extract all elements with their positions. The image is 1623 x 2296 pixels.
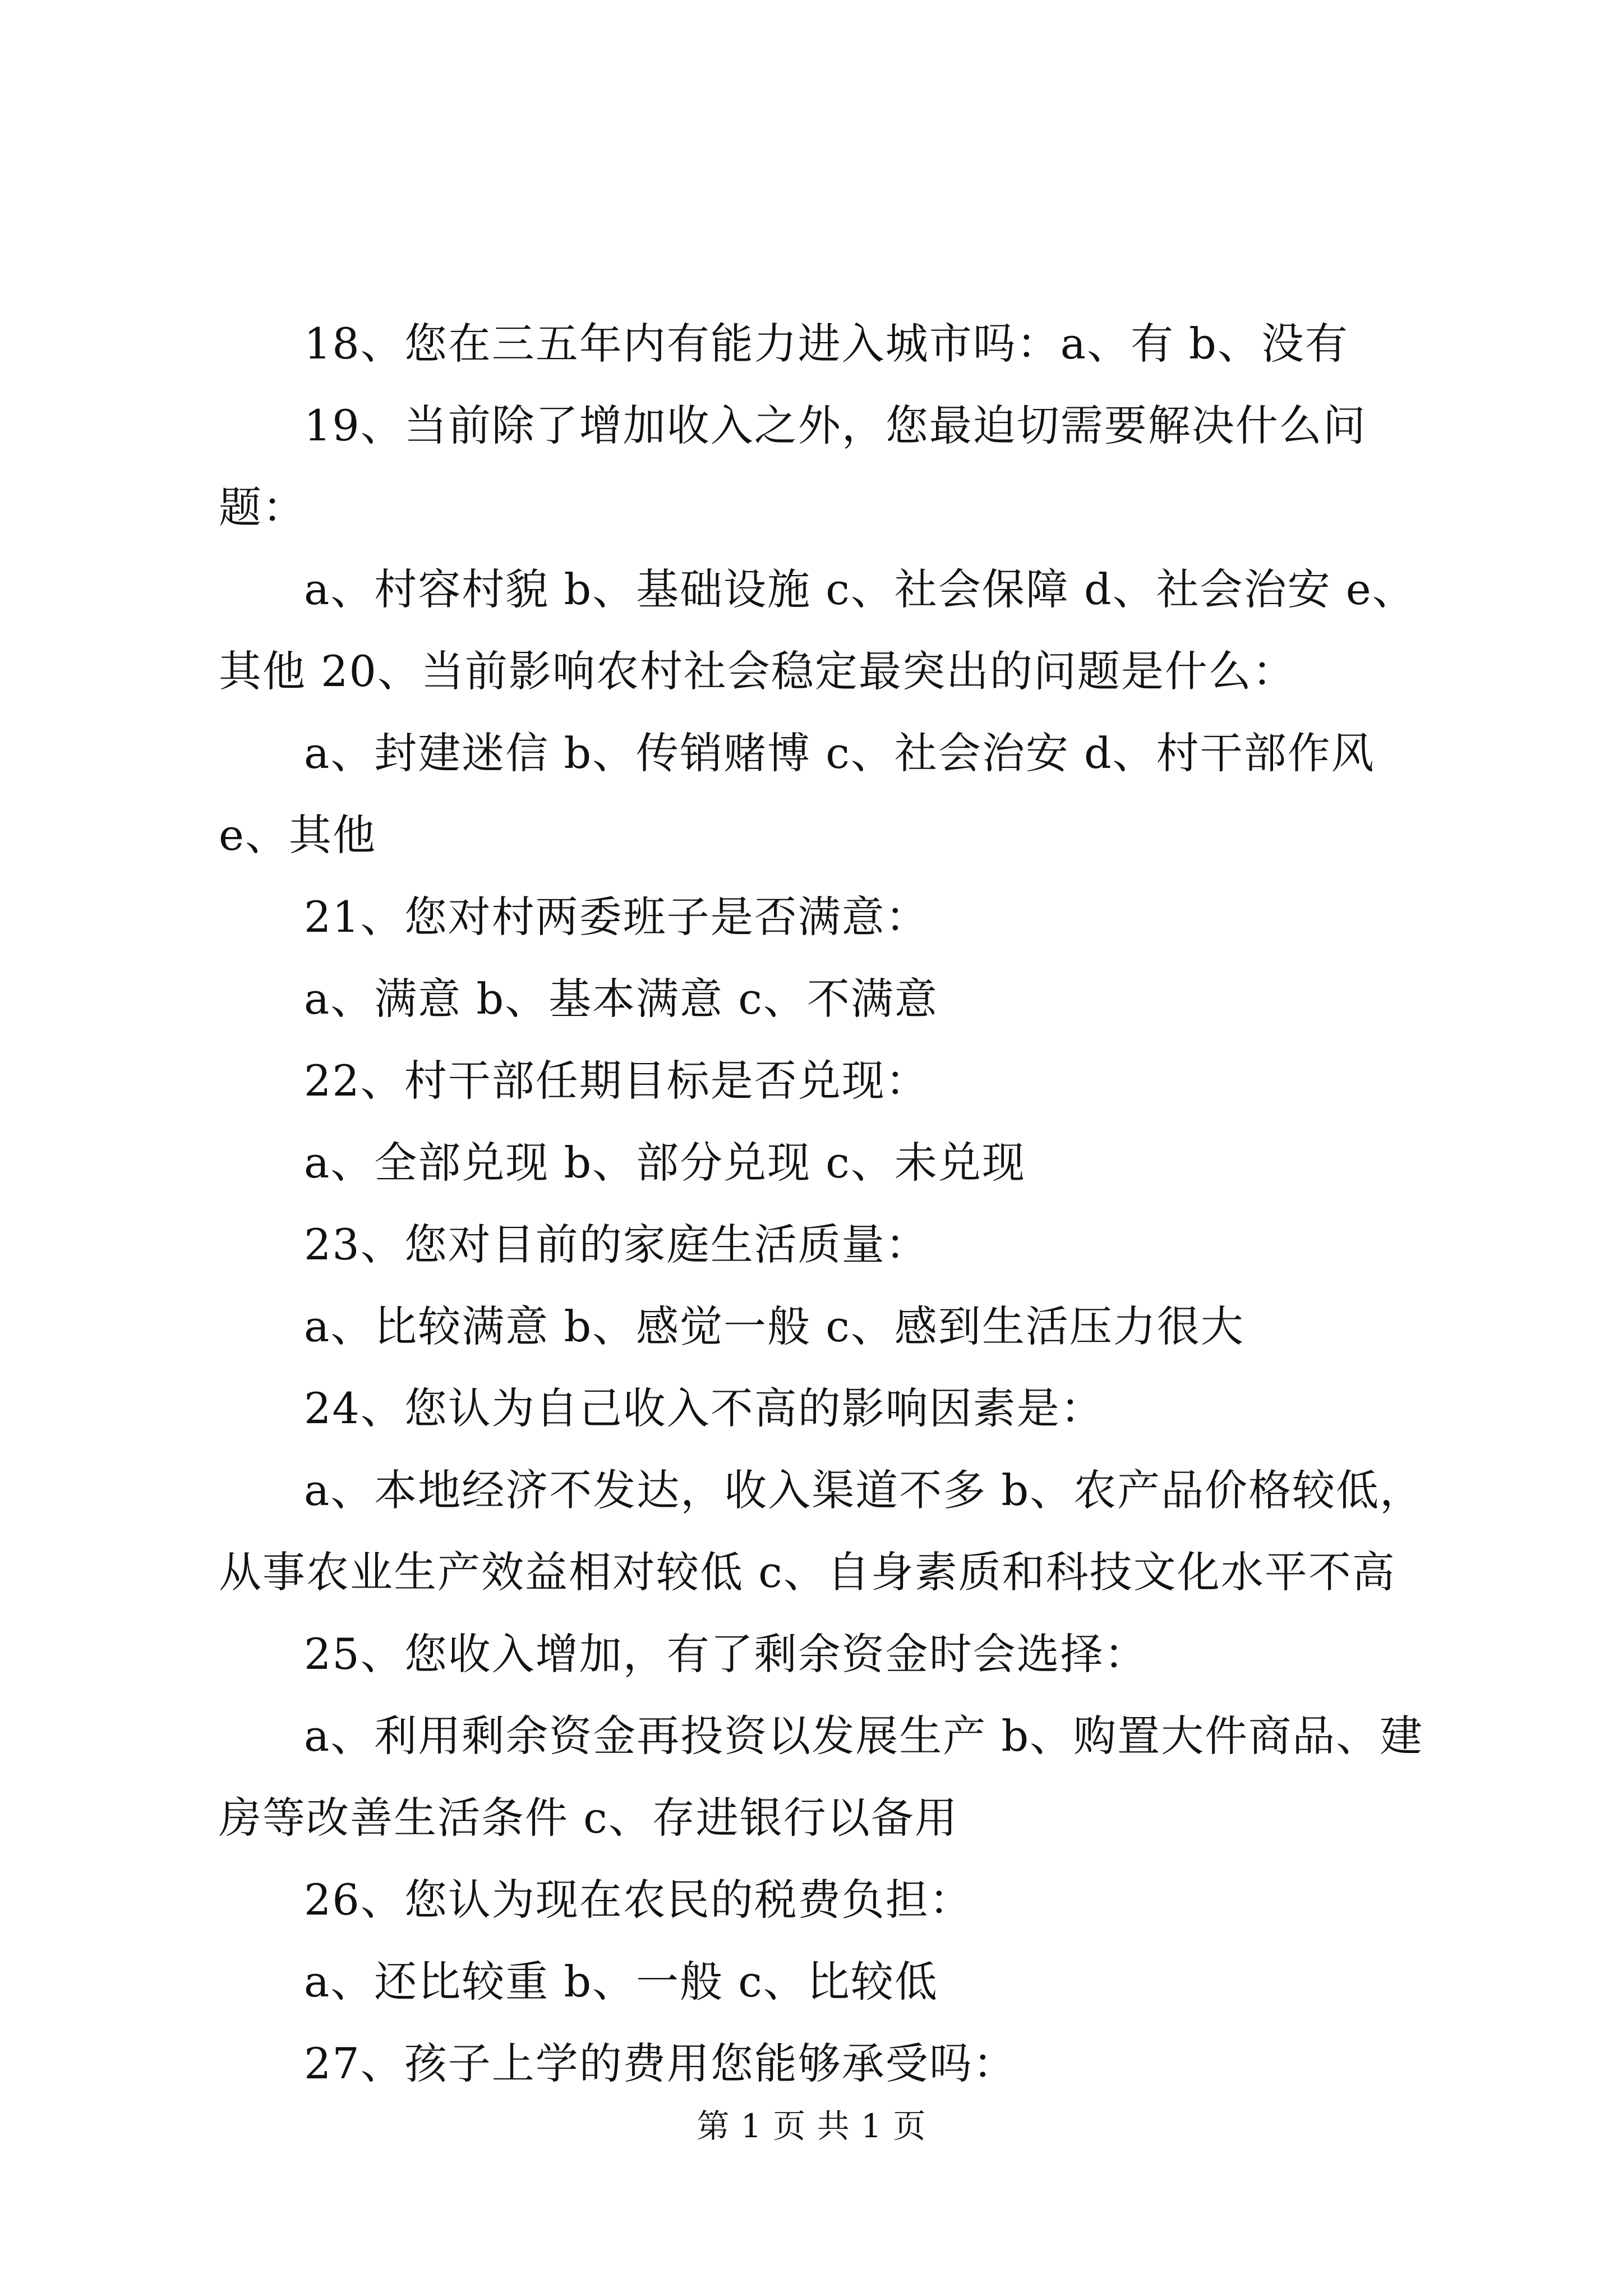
paragraph-q21-options: a、满意 b、基本满意 c、不满意 (304, 974, 938, 1024)
paragraph-q26-options: a、还比较重 b、一般 c、比较低 (304, 1957, 938, 2007)
paragraph-q22-options: a、全部兑现 b、部分兑现 c、未兑现 (304, 1138, 1026, 1188)
paragraph-q24: 24、您认为自己收入不高的影响因素是： (304, 1383, 1104, 1433)
paragraph-q26: 26、您认为现在农民的税费负担： (304, 1875, 973, 1925)
page-footer: 第 1 页 共 1 页 (697, 2107, 926, 2145)
paragraph-q23-options: a、比较满意 b、感觉一般 c、感到生活压力很大 (304, 1301, 1244, 1351)
paragraph-q22: 22、村干部任期目标是否兑现： (304, 1056, 929, 1106)
paragraph-q25-options: a、利用剩余资金再投资以发展生产 b、购置大件商品、建房等改善生活条件 c、存进银行以备用 (219, 1711, 1424, 1843)
paragraph-q19-options-q20: a、村容村貌 b、基础设施 c、社会保障 d、社会治安 e、其他 20、当前影响农村社会稳定最突出的问题是什么： (219, 564, 1416, 696)
paragraph-q27: 27、孩子上学的费用您能够承受吗： (304, 2039, 1017, 2088)
paragraph-q21: 21、您对村两委班子是否满意： (304, 892, 929, 942)
paragraph-q20-options: a、封建迷信 b、传销赌博 c、社会治安 d、村干部作风 e、其他 (219, 728, 1375, 860)
paragraph-q23: 23、您对目前的家庭生活质量： (304, 1220, 929, 1269)
paragraph-q24-options: a、本地经济不发达，收入渠道不多 b、农产品价格较低，从事农业生产效益相对较低 c、自身素质和科技文化水平不高 (219, 1465, 1424, 1597)
document-body (219, 303, 1424, 2105)
paragraph-q19: 19、当前除了增加收入之外，您最迫切需要解决什么问题： (219, 401, 1367, 532)
paragraph-q18: 18、您在三五年内有能力进入城市吗：a、有 b、没有 (304, 319, 1349, 369)
paragraph-q25: 25、您收入增加，有了剩余资金时会选择： (304, 1629, 1148, 1679)
